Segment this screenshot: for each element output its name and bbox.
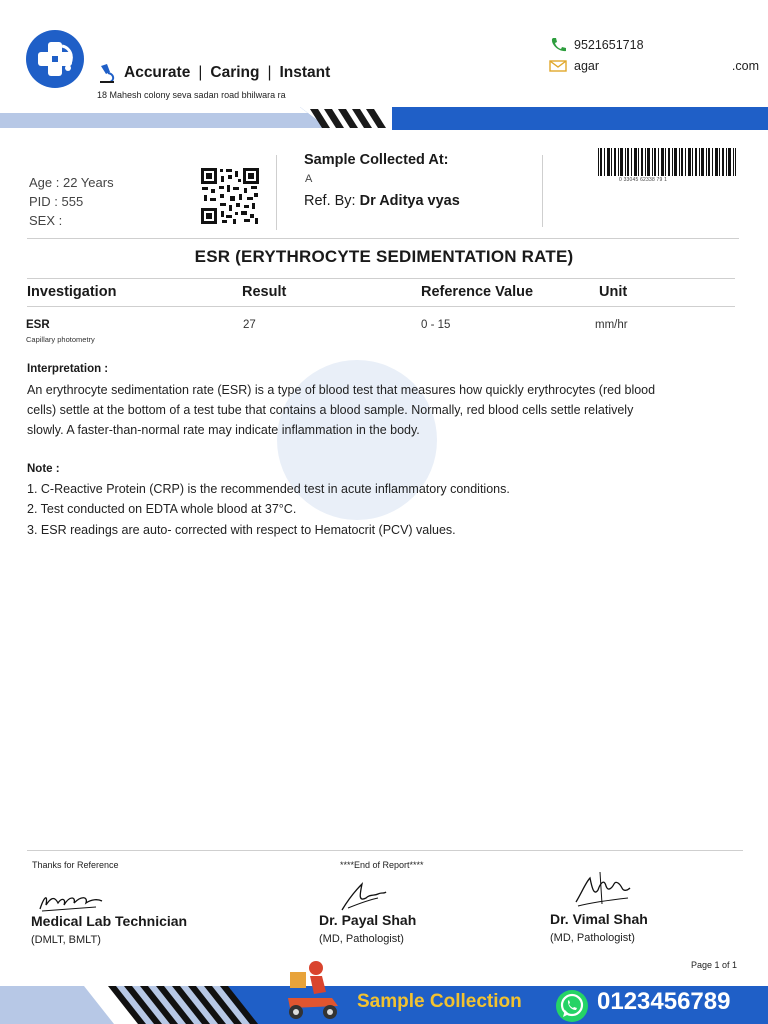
vimal-shah-signature <box>570 868 632 910</box>
interpretation-line: An erythrocyte sedimentation rate (ESR) is a type of blood test that measures how quickly erythrocytes (red blood <box>27 383 656 397</box>
whatsapp-number[interactable]: 0123456789 <box>597 988 731 1015</box>
contact-email[interactable] <box>549 59 759 73</box>
row-reference: 0 - 15 <box>421 319 451 331</box>
note-item: 3. ESR readings are auto- corrected with respect to Hematocrit (PCV) values. <box>27 523 456 537</box>
phone-icon <box>549 37 567 53</box>
tagline-separator: | <box>267 64 272 81</box>
header-band <box>0 107 768 130</box>
row-result: 27 <box>243 319 256 331</box>
sample-collected-label: Sample Collected At: <box>304 152 449 168</box>
tagline-instant: Instant <box>279 64 331 81</box>
barcode <box>598 148 736 176</box>
test-title: ESR (ERYTHROCYTE SEDIMENTATION RATE) <box>194 247 574 266</box>
divider <box>27 278 735 279</box>
qr-code <box>200 167 260 225</box>
tagline-separator: | <box>198 64 203 81</box>
phone-number: 9521651718 <box>574 38 644 52</box>
note-item: 1. C-Reactive Protein (CRP) is the recommended test in acute inflammatory conditions. <box>27 482 510 496</box>
microscope-icon <box>98 62 118 84</box>
row-method: Capillary photometry <box>26 335 95 344</box>
row-unit: mm/hr <box>595 319 628 331</box>
ref-by-doctor: Dr Aditya vyas <box>359 193 460 209</box>
payal-shah-signature <box>338 880 388 914</box>
interpretation-text <box>27 380 739 440</box>
patient-age: Age : 22 Years <box>29 175 114 190</box>
delivery-scooter-icon <box>280 958 350 1022</box>
interpretation-line: cells) settle at the bottom of a test tube that contains a blood sample. Normally, red blood cells settle relatively <box>27 403 634 417</box>
col-unit: Unit <box>599 284 628 300</box>
whatsapp-icon <box>555 989 589 1023</box>
signatory-qualification: (MD, Pathologist) <box>550 932 635 944</box>
patient-sex: SEX : <box>29 213 63 228</box>
mail-icon <box>549 59 567 73</box>
col-investigation: Investigation <box>27 284 117 300</box>
row-investigation: ESR <box>26 319 50 331</box>
thanks-text: Thanks for Reference <box>32 860 119 870</box>
signatory-qualification: (MD, Pathologist) <box>319 933 404 945</box>
lab-tagline <box>98 62 330 84</box>
divider <box>27 306 735 307</box>
contact-phone[interactable] <box>549 37 644 53</box>
signatory-name: Dr. Vimal Shah <box>550 911 648 927</box>
lab-logo <box>26 30 84 88</box>
tagline-accurate: Accurate <box>124 64 191 81</box>
end-of-report: ****End of Report**** <box>340 860 424 870</box>
email-domain: .com <box>731 59 759 73</box>
sample-collected-value: A <box>305 173 313 185</box>
interpretation-line: slowly. A faster-than-normal rate may indicate inflammation in the body. <box>27 423 420 437</box>
tagline-caring: Caring <box>210 64 260 81</box>
divider <box>27 238 739 239</box>
lab-address: 18 Mahesh colony seva sadan road bhilwara ra <box>97 90 286 100</box>
note-item: 2. Test conducted on EDTA whole blood at 37°C. <box>27 502 297 516</box>
info-divider <box>276 155 277 230</box>
signatory-qualification: (DMLT, BMLT) <box>31 934 101 946</box>
signatory-name: Medical Lab Technician <box>31 913 188 929</box>
medical-cross-icon <box>26 30 84 88</box>
signatory-name: Dr. Payal Shah <box>319 912 417 928</box>
col-reference: Reference Value <box>421 284 534 300</box>
barcode-number: 0 33045 62338 79 1 <box>619 177 668 183</box>
referred-by <box>304 193 460 209</box>
col-result: Result <box>242 284 287 300</box>
note-title: Note : <box>27 463 60 475</box>
divider <box>27 850 743 851</box>
technician-signature <box>36 889 106 915</box>
page-number: Page 1 of 1 <box>691 960 738 970</box>
interpretation-title: Interpretation : <box>27 363 109 375</box>
patient-pid: PID : 555 <box>29 194 84 209</box>
info-divider <box>542 155 543 227</box>
ref-by-label: Ref. By: <box>304 193 356 209</box>
sample-collection-label: Sample Collection <box>357 991 522 1012</box>
email-user: agar <box>574 59 600 73</box>
